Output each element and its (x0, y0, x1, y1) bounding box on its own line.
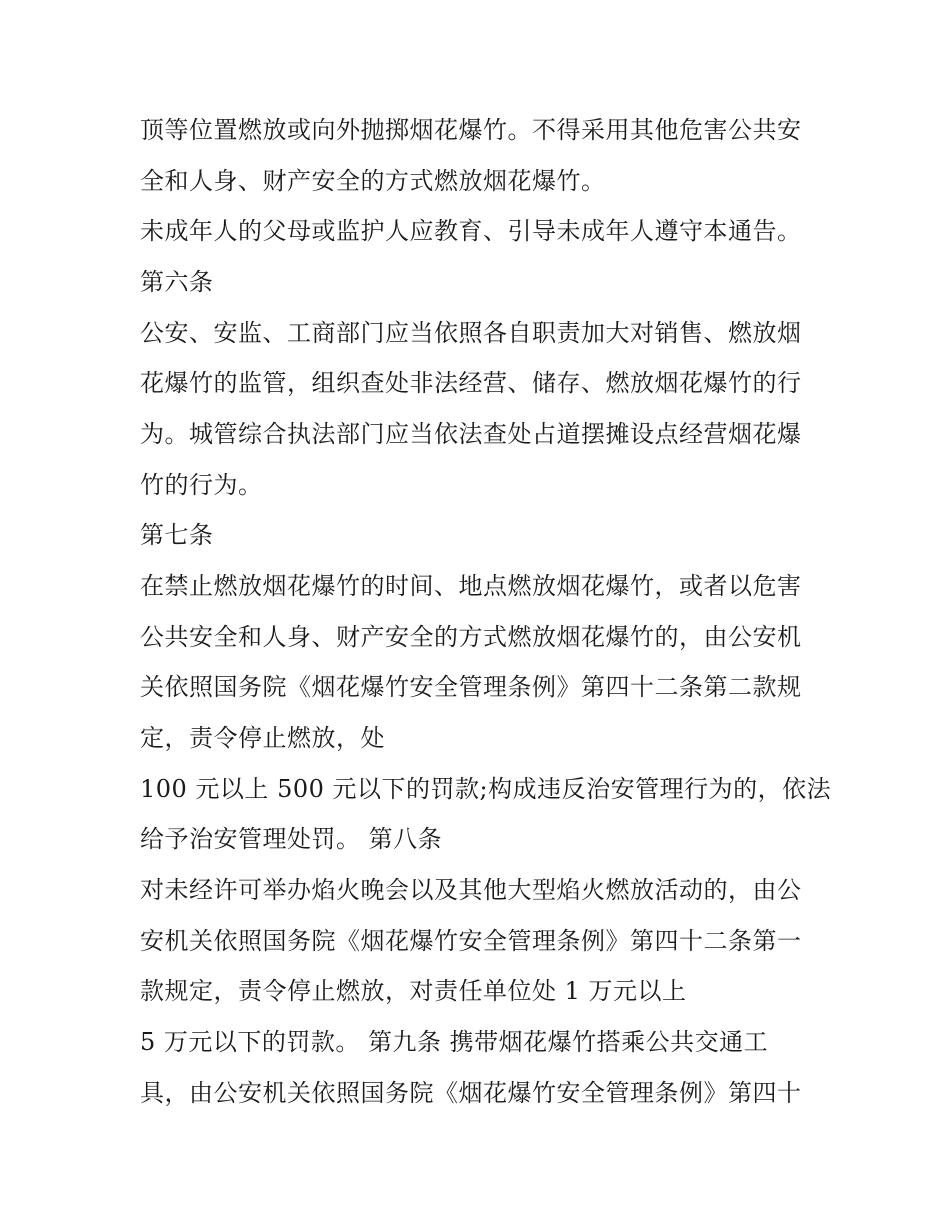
text-line: 定，责令停止燃放，处 (140, 724, 385, 752)
text-line: 未成年人的父母或监护人应教育、引导未成年人遵守本通告。 (140, 217, 802, 245)
text-line: 竹的行为。 (140, 471, 263, 499)
article-heading: 第六条 (140, 268, 214, 296)
text-line: 顶等位置燃放或向外抛掷烟花爆竹。不得采用其他危害公共安 (140, 116, 802, 144)
text-line: 100 元以上 500 元以下的罚款;构成违反治安管理行为的，依法 (140, 775, 832, 803)
text-line: 花爆竹的监管，组织查处非法经营、储存、燃放烟花爆竹的行 (140, 369, 802, 397)
text-line: 全和人身、财产安全的方式燃放烟花爆竹。 (140, 167, 606, 195)
text-line: 5 万元以下的罚款。 第九条 携带烟花爆竹搭乘公共交通工 (140, 1028, 769, 1056)
text-line: 在禁止燃放烟花爆竹的时间、地点燃放烟花爆竹，或者以危害 (140, 572, 802, 600)
text-line: 给予治安管理处罚。 第八条 (140, 825, 443, 853)
text-line: 公安、安监、工商部门应当依照各自职责加大对销售、燃放烟 (140, 319, 802, 347)
text-line: 具，由公安机关依照国务院《烟花爆竹安全管理条例》第四十 (140, 1079, 802, 1107)
text-line: 款规定，责令停止燃放，对责任单位处 1 万元以上 (140, 977, 687, 1005)
article-heading: 第七条 (140, 521, 214, 549)
text-line: 为。城管综合执法部门应当依法查处占道摆摊设点经营烟花爆 (140, 420, 802, 448)
text-line: 关依照国务院《烟花爆竹安全管理条例》第四十二条第二款规 (140, 673, 802, 701)
text-line: 对未经许可举办焰火晚会以及其他大型焰火燃放活动的，由公 (140, 876, 802, 904)
text-line: 安机关依照国务院《烟花爆竹安全管理条例》第四十二条第一 (140, 927, 802, 955)
text-line: 公共安全和人身、财产安全的方式燃放烟花爆竹的，由公安机 (140, 623, 802, 651)
